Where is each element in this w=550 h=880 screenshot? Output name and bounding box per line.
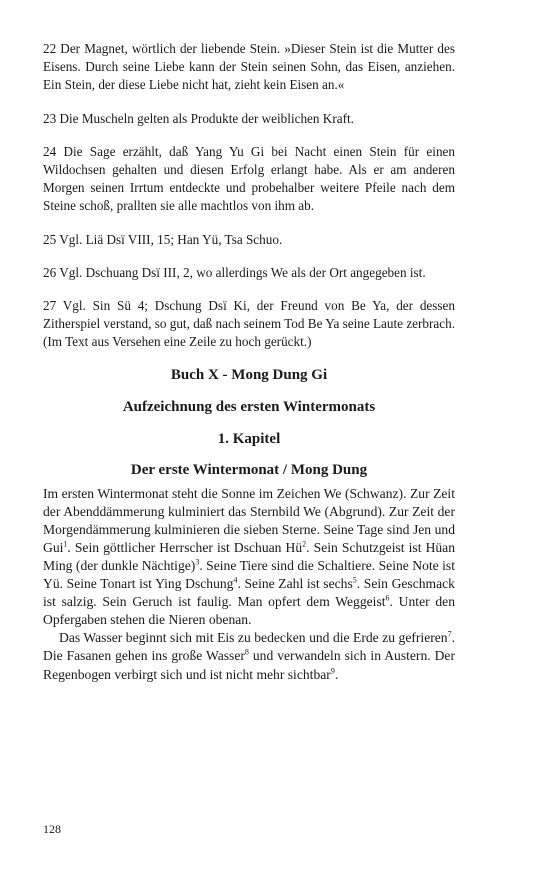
footnote-25: 25 Vgl. Liä Dsï VIII, 15; Han Yü, Tsa Schuo. bbox=[43, 231, 283, 247]
book-subheading: Aufzeichnung des ersten Wintermonats bbox=[122, 398, 376, 415]
footnote-ref[interactable]: 5 bbox=[352, 575, 357, 585]
page-content bbox=[43, 40, 455, 684]
footnote-ref[interactable]: 7 bbox=[447, 629, 452, 639]
text-run: . Sein Geschmack ist salzig. Sein Geruch ist faulig. Man opfert dem Weggeist bbox=[43, 576, 455, 610]
text-run: Das Wasser beginnt sich mit Eis zu bedecken und die Erde zu gefrieren bbox=[59, 630, 448, 646]
footnote-22: 22 Der Magnet, wörtlich der liebende Stein. »Dieser Stein ist die Mutter des Eisens. Durch seine Liebe kann der Stein seinen Sohn, das Eisen, anziehen. Ein Stein, der diese Liebe nicht hat, zieht kein Eisen an.« bbox=[43, 41, 455, 93]
footnote-23: 23 Die Muscheln gelten als Produkte der weiblichen Kraft. bbox=[43, 110, 354, 126]
footnote-ref[interactable]: 2 bbox=[302, 539, 307, 549]
body-paragraph-2 bbox=[43, 629, 455, 683]
text-run: . Unter den Opfergaben stehen die Nieren obenan. bbox=[43, 594, 455, 628]
body-paragraph-1 bbox=[43, 485, 455, 630]
footnote-26: 26 Vgl. Dschuang Dsï III, 2, wo allerdings We als der Ort angegeben ist. bbox=[43, 264, 426, 280]
text-run: . bbox=[334, 666, 339, 682]
footnote-ref[interactable]: 4 bbox=[233, 575, 238, 585]
footnote-ref[interactable]: 3 bbox=[195, 557, 200, 567]
footnote-ref[interactable]: 1 bbox=[63, 539, 68, 549]
footnote-ref[interactable]: 9 bbox=[330, 666, 335, 676]
text-run: . Seine Tiere sind die Schaltiere. Seine Note ist Yü. Seine Tonart ist Ying Dschung bbox=[43, 558, 455, 592]
book-heading: Buch X - Mong Dung Gi bbox=[170, 366, 328, 383]
text-run: Im ersten Wintermonat steht die Sonne im Zeichen We (Schwanz). Zur Zeit der Abenddämmerung kulminiert das Sternbild We (Abgrund). Zur Zeit der Morgendämmerung kulminieren die sieben Sterne. Seine Tage sind Jen und Gui bbox=[43, 485, 455, 555]
chapter-title: Der erste Wintermonat / Mong Dung bbox=[130, 461, 368, 478]
footnote-27: 27 Vgl. Sin Sü 4; Dschung Dsï Ki, der Freund von Be Ya, der dessen Zitherspiel verstand, so gut, daß nach seinem Tod Be Ya seine Laute zerbrach. (Im Text aus Versehen eine Zeile zu hoch gerückt.) bbox=[43, 298, 455, 350]
text-run: . Sein Schutzgeist ist Hüan Ming (der dunkle Nächtige) bbox=[43, 539, 456, 574]
page-number: 128 bbox=[43, 822, 61, 836]
text-run: . Die Fasanen gehen ins große Wasser bbox=[43, 630, 455, 664]
text-run: . Seine Zahl ist sechs bbox=[237, 576, 353, 592]
footnote-ref[interactable]: 8 bbox=[244, 647, 249, 657]
text-run: . Sein göttlicher Herrscher ist Dschuan Hü bbox=[67, 539, 303, 555]
footnote-ref[interactable]: 6 bbox=[385, 593, 390, 603]
chapter-heading: 1. Kapitel bbox=[217, 430, 281, 447]
footnote-24: 24 Die Sage erzählt, daß Yang Yu Gi bei Nacht einen Stein für einen Wildochsen gehalten und diesen Erfolg erlangt habe. Als er am anderen Morgen seinen Irrtum entdeckte und probehalber weitere Pfeile nach dem Steine schoß, prallten sie alle machtlos von ihm ab. bbox=[43, 143, 455, 214]
text-run: und verwandeln sich in Austern. Der Regenbogen verbirgt sich und ist nicht mehr sichtbar bbox=[43, 648, 455, 682]
